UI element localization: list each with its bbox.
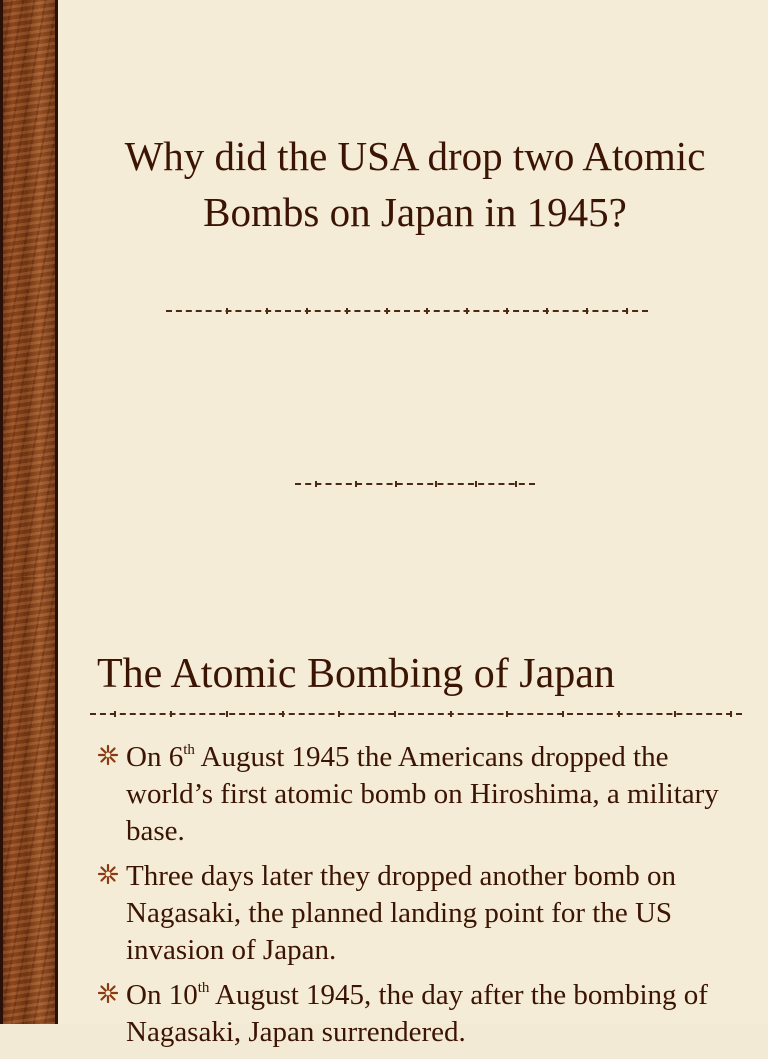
starburst-icon (98, 745, 118, 765)
starburst-icon (98, 864, 118, 884)
title-divider (166, 310, 648, 312)
border-line (55, 577, 58, 1024)
list-item (96, 858, 746, 969)
border-line (55, 0, 58, 577)
slide-1-title: Why did the USA drop two Atomic Bombs on Japan in 1945? (124, 133, 706, 235)
ordinal-suffix: th (183, 742, 195, 758)
bullet-text: August 1945, the day after the bombing of Nagasaki, Japan surrendered. (126, 979, 708, 1048)
ordinal-suffix: th (197, 980, 210, 996)
starburst-icon (98, 983, 118, 1003)
slide-2 (0, 577, 768, 1048)
wood-border (0, 0, 58, 577)
subtitle-divider (295, 483, 535, 485)
list-item (96, 977, 746, 1051)
bullet-text: Three days later they dropped another bomb on Nagasaki, the planned landing point for the US invasion of Japan. (126, 860, 677, 966)
border-line (0, 0, 3, 577)
wood-border (0, 577, 58, 1024)
bullet-text: August 1945 the Americans dropped the world’s first atomic bomb on Hiroshima, a military base. (126, 741, 719, 847)
slide-2-title: The Atomic Bombing of Japan (97, 651, 615, 697)
bullet-text: On 10 (126, 979, 198, 1011)
list-item (96, 739, 746, 850)
border-line (0, 577, 3, 1024)
title-divider (90, 713, 742, 715)
bullet-text: On 6 (126, 741, 184, 773)
bullet-list (96, 739, 746, 1059)
